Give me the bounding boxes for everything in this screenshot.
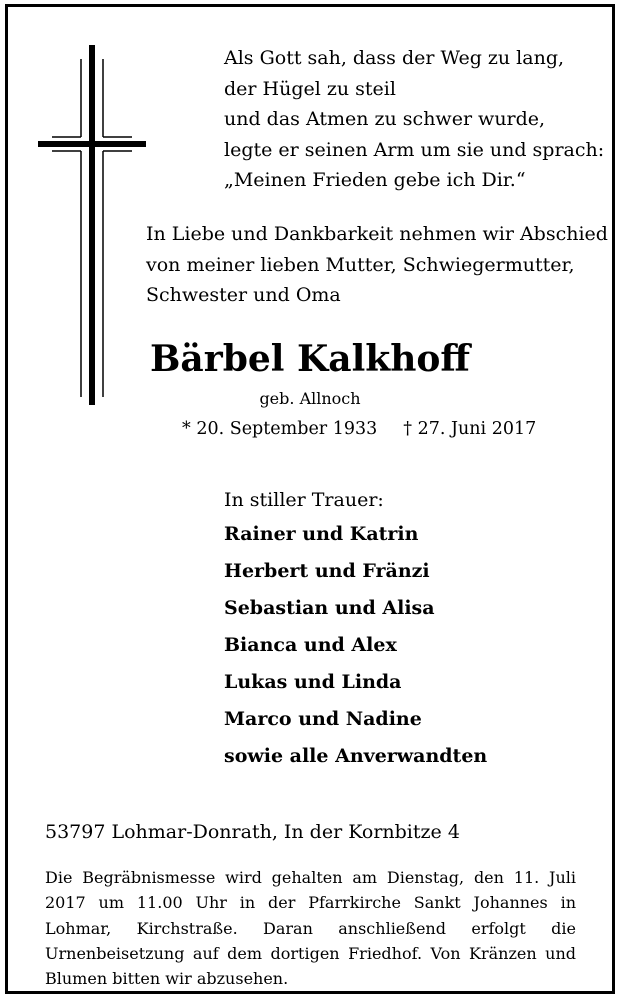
mourner-name: sowie alle Anverwandten [224, 745, 488, 767]
mourners-list [224, 516, 487, 775]
intro-line: In Liebe und Dankbarkeit nehmen wir Abschied [146, 223, 608, 245]
mourner-name: Herbert und Fränzi [224, 560, 430, 582]
poem-line: der Hügel zu steil [224, 77, 396, 100]
obituary-notice [5, 4, 615, 994]
mourner-name: Sebastian und Alisa [224, 597, 435, 619]
deceased-name: Bärbel Kalkhoff [150, 338, 470, 380]
intro-text [146, 219, 608, 311]
birth-date: * 20. September 1933 [182, 419, 378, 439]
mourner-name: Lukas und Linda [224, 671, 402, 693]
address: 53797 Lohmar-Donrath, In der Kornbitze 4 [45, 821, 460, 843]
mourning-title: In stiller Trauer: [224, 489, 384, 511]
mourner-name: Rainer und Katrin [224, 523, 419, 545]
intro-line: Schwester und Oma [146, 284, 341, 306]
life-dates [182, 416, 536, 442]
mourner-name: Bianca und Alex [224, 634, 397, 656]
birth-name: geb. Allnoch [259, 389, 361, 408]
intro-line: von meiner lieben Mutter, Schwiegermutter, [146, 253, 575, 276]
funeral-notice: Die Begräbnismesse wird gehalten am Dienstag, den 11. Juli 2017 um 11.00 Uhr in der Pfarrkirche Sankt Johannes in Lohmar, Kirchstraße. Daran anschließend erfolgt die Urnenbeisetzung auf dem dortigen Friedhof. Von Kränzen und Blumen bitten wir abzusehen. [45, 868, 576, 989]
death-date: † 27. Juni 2017 [403, 419, 537, 439]
mourner-name: Marco und Nadine [224, 708, 422, 730]
poem-line: „Meinen Frieden gebe ich Dir.“ [224, 169, 526, 192]
poem-line: und das Atmen zu schwer wurde, [224, 108, 546, 131]
poem-line: Als Gott sah, dass der Weg zu lang, [224, 47, 565, 69]
poem-line: legte er seinen Arm um sie und sprach: [224, 138, 605, 161]
poem [224, 43, 604, 196]
